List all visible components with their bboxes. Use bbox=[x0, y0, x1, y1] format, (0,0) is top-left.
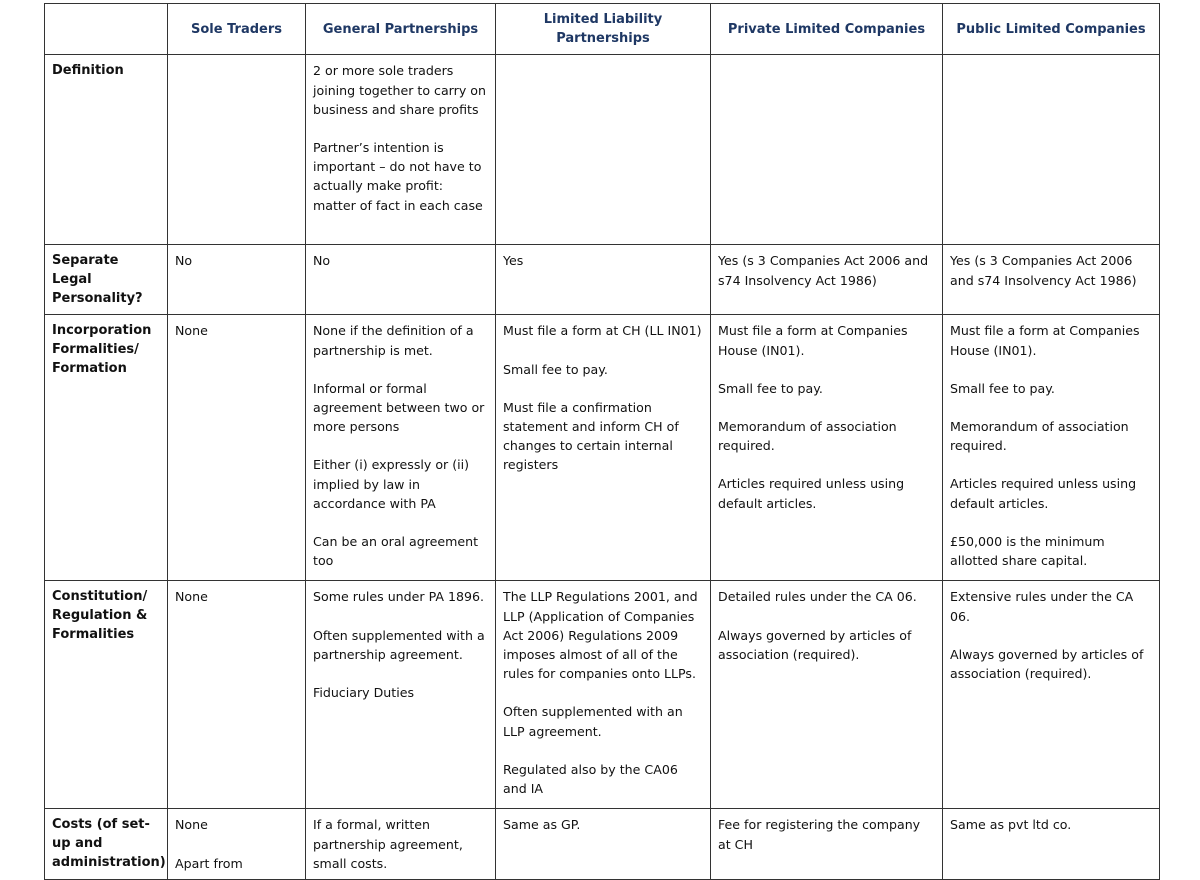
header-cell-public-limited: Public Limited Companies bbox=[943, 4, 1160, 55]
header-cell-llp: Limited Liability Partnerships bbox=[496, 4, 711, 55]
cell-paragraph: Fiduciary Duties bbox=[313, 685, 415, 701]
cell-sole-traders bbox=[168, 245, 306, 315]
cell-private-limited bbox=[711, 245, 943, 315]
cell-paragraph: No bbox=[175, 253, 193, 269]
cell-general-partnerships bbox=[306, 315, 496, 581]
cell-paragraph: None if the definition of a partnership is met. bbox=[313, 323, 474, 358]
cell-public-limited bbox=[943, 315, 1160, 581]
cell-paragraph: Extensive rules under the CA 06. bbox=[950, 589, 1134, 624]
cell-paragraph: Fee for registering the company at CH bbox=[718, 817, 921, 852]
cell-sole-traders bbox=[168, 315, 306, 581]
cell-paragraph: Partner’s intention is important – do not have to actually make profit: matter of fact in each case bbox=[313, 140, 483, 213]
table-row bbox=[45, 315, 1160, 581]
cell-paragraph: None bbox=[175, 323, 208, 339]
cell-paragraph: Can be an oral agreement too bbox=[313, 534, 479, 569]
row-label: Constitution/ Regulation & Formalities bbox=[45, 581, 168, 809]
cell-public-limited bbox=[943, 581, 1160, 809]
cell-paragraph: Either (i) expressly or (ii) implied by law in accordance with PA bbox=[313, 457, 470, 511]
cell-private-limited bbox=[711, 581, 943, 809]
cell-public-limited bbox=[943, 55, 1160, 245]
cell-paragraph: No bbox=[313, 253, 331, 269]
cell-paragraph: Yes bbox=[503, 253, 524, 269]
table-row bbox=[45, 581, 1160, 809]
cell-general-partnerships bbox=[306, 809, 496, 880]
cell-paragraph: Small fee to pay. bbox=[503, 361, 608, 377]
cell-paragraph: The LLP Regulations 2001, and LLP (Application of Companies Act 2006) Regulations 2009 imposes almost of all of the rules for companies onto LLPs. bbox=[503, 589, 698, 682]
cell-paragraph: Often supplemented with a partnership agreement. bbox=[313, 627, 485, 662]
cell-paragraph: Yes (s 3 Companies Act 2006 and s74 Insolvency Act 1986) bbox=[718, 253, 929, 288]
cell-private-limited bbox=[711, 809, 943, 880]
cell-sole-traders bbox=[168, 55, 306, 245]
comparison-table bbox=[44, 3, 1160, 880]
cell-paragraph: None bbox=[175, 817, 208, 833]
cell-paragraph: Often supplemented with an LLP agreement. bbox=[503, 704, 683, 739]
row-label: Definition bbox=[45, 55, 168, 245]
table-row bbox=[45, 809, 1160, 880]
cell-paragraph: Same as pvt ltd co. bbox=[950, 817, 1072, 833]
cell-paragraph: Must file a form at CH (LL IN01) bbox=[503, 323, 702, 339]
cell-public-limited bbox=[943, 809, 1160, 880]
table-row bbox=[45, 245, 1160, 315]
cell-sole-traders bbox=[168, 581, 306, 809]
cell-paragraph: Must file a form at Companies House (IN01). bbox=[950, 323, 1140, 358]
cell-public-limited bbox=[943, 245, 1160, 315]
cell-llp bbox=[496, 809, 711, 880]
cell-paragraph: Small fee to pay. bbox=[718, 380, 823, 396]
row-label: Separate Legal Personality? bbox=[45, 245, 168, 315]
cell-paragraph: Same as GP. bbox=[503, 817, 581, 833]
cell-paragraph: If a formal, written partnership agreement, small costs. bbox=[313, 817, 463, 871]
header-row bbox=[45, 4, 1160, 55]
cell-general-partnerships bbox=[306, 55, 496, 245]
cell-paragraph: Regulated also by the CA06 and IA bbox=[503, 761, 678, 797]
cell-private-limited bbox=[711, 55, 943, 245]
header-cell-general-partnerships: General Partnerships bbox=[306, 4, 496, 55]
cell-paragraph: Memorandum of association required. bbox=[950, 419, 1129, 454]
cell-general-partnerships bbox=[306, 581, 496, 809]
cell-llp bbox=[496, 581, 711, 809]
cell-paragraph: Detailed rules under the CA 06. bbox=[718, 589, 917, 605]
cell-paragraph: Always governed by articles of association (required). bbox=[950, 646, 1144, 682]
cell-paragraph: Informal or formal agreement between two or more persons bbox=[313, 380, 485, 435]
cell-paragraph: Yes (s 3 Companies Act 2006 and s74 Insolvency Act 1986) bbox=[950, 253, 1137, 288]
cell-paragraph: Articles required unless using default articles. bbox=[950, 476, 1137, 511]
row-label: Costs (of set-up and administration) bbox=[45, 809, 168, 880]
cell-paragraph: £50,000 is the minimum allotted share capital. bbox=[950, 533, 1105, 569]
cell-paragraph: Apart from bbox=[175, 855, 243, 871]
cell-paragraph: 2 or more sole traders joining together to carry on business and share profits bbox=[313, 63, 486, 117]
cell-paragraph: Small fee to pay. bbox=[950, 380, 1055, 396]
cell-paragraph: Some rules under PA 1896. bbox=[313, 589, 485, 605]
table-row bbox=[45, 55, 1160, 245]
header-cell-private-limited: Private Limited Companies bbox=[711, 4, 943, 55]
cell-general-partnerships bbox=[306, 245, 496, 315]
header-cell-sole-traders: Sole Traders bbox=[168, 4, 306, 55]
cell-paragraph: Always governed by articles of association (required). bbox=[718, 627, 912, 662]
cell-llp bbox=[496, 245, 711, 315]
cell-paragraph: Must file a confirmation statement and inform CH of changes to certain internal registers bbox=[503, 399, 679, 473]
cell-paragraph: Articles required unless using default articles. bbox=[718, 476, 905, 511]
cell-paragraph: Must file a form at Companies House (IN01). bbox=[718, 323, 908, 358]
cell-paragraph: None bbox=[175, 589, 208, 605]
cell-llp bbox=[496, 55, 711, 245]
header-cell-corner bbox=[45, 4, 168, 55]
cell-paragraph: Memorandum of association required. bbox=[718, 419, 897, 454]
cell-private-limited bbox=[711, 315, 943, 581]
table-body bbox=[45, 55, 1160, 880]
cell-sole-traders bbox=[168, 809, 306, 880]
cell-llp bbox=[496, 315, 711, 581]
row-label: Incorporation Formalities/ Formation bbox=[45, 315, 168, 581]
